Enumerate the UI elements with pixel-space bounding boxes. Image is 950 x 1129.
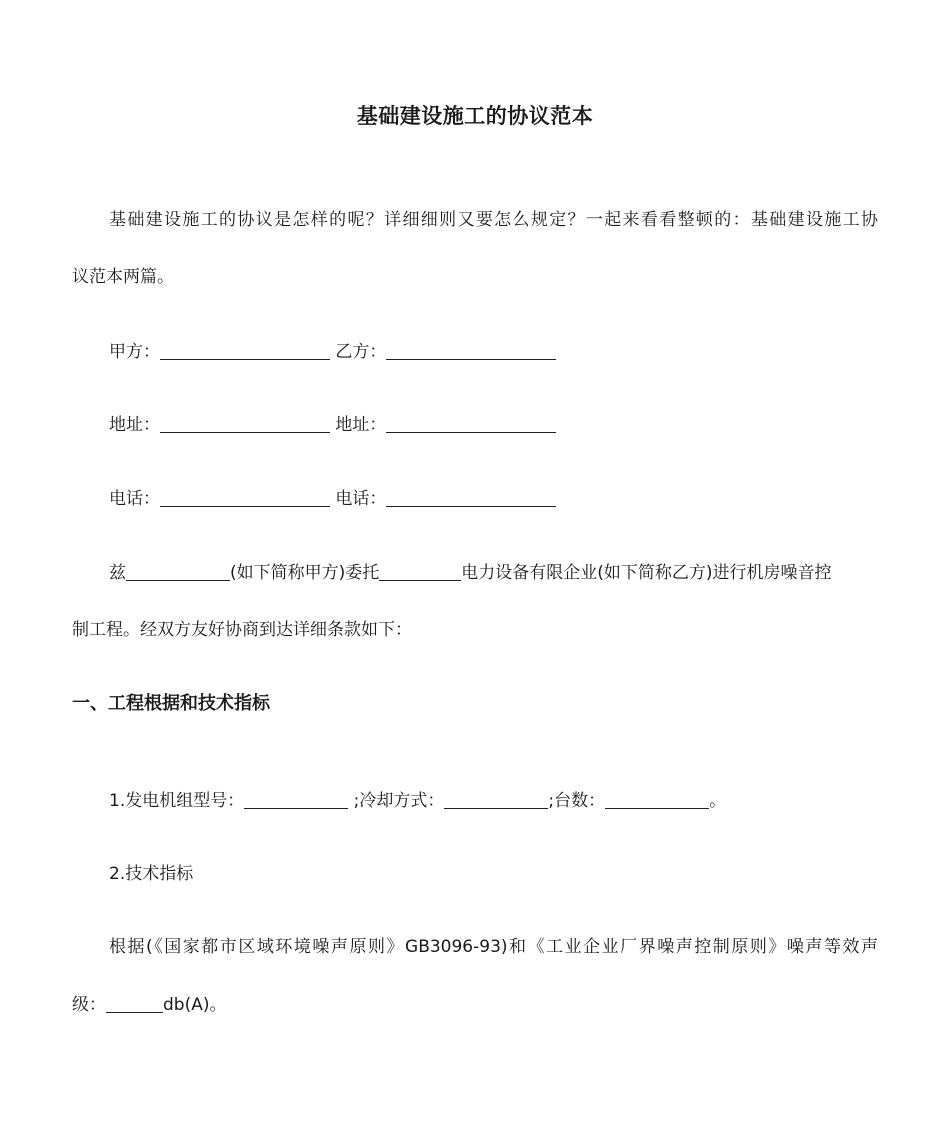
cooling-method-label: ;冷却方式： (348, 791, 445, 811)
period-mark: 。 (709, 791, 727, 811)
noise-level-blank[interactable] (106, 994, 163, 1013)
commission-text-1: 兹 (109, 563, 126, 583)
party-b-address-blank[interactable] (386, 414, 556, 433)
document-title: 基础建设施工的协议范本 (356, 104, 594, 128)
unit-count-blank[interactable] (605, 790, 709, 809)
basis-line-1: 根据(《国家都市区域环境噪声原则》GB3096-93)和《工业企业厂界噪声控制原则》噪声等效声 (109, 937, 878, 957)
commission-text-3: 电力设备有限企业(如下简称乙方)进行机房噪音控 (461, 563, 832, 583)
generator-model-blank[interactable] (244, 790, 348, 809)
party-b-blank[interactable] (386, 341, 556, 360)
technical-indicators-label: 2.技术指标 (109, 864, 194, 884)
party-row-name (109, 340, 556, 364)
unit-count-label: ;台数： (548, 791, 606, 811)
commission-text-2: (如下简称甲方)委托 (230, 563, 380, 583)
party-a-phone-blank[interactable] (160, 488, 330, 507)
section-heading: 一、工程根据和技术指标 (72, 693, 270, 714)
cooling-method-blank[interactable] (444, 790, 548, 809)
party-a-blank[interactable] (160, 341, 330, 360)
party-a-address-label: 地址： (109, 415, 160, 435)
noise-unit: db(A)。 (163, 995, 227, 1015)
noise-level-label: 级： (72, 995, 106, 1015)
party-a-phone-label: 电话： (109, 489, 160, 509)
intro-paragraph-line-2: 议范本两篇。 (72, 267, 174, 287)
basis-line-2 (72, 993, 226, 1017)
generator-spec-line (109, 789, 726, 813)
party-a-address-blank[interactable] (160, 414, 330, 433)
commission-line-2: 制工程。经双方友好协商到达详细条款如下： (72, 620, 412, 640)
party-b-phone-label: 电话： (335, 489, 387, 509)
party-row-phone (109, 487, 556, 511)
party-a-name-blank[interactable] (126, 562, 230, 581)
intro-paragraph-line-1: 基础建设施工的协议是怎样的呢？详细细则又要怎么规定？一起来看看整顿的：基础建设施工协 (109, 210, 878, 230)
party-b-label: 乙方： (335, 342, 387, 362)
party-b-phone-blank[interactable] (386, 488, 556, 507)
generator-model-label: 1.发电机组型号： (109, 791, 245, 811)
party-row-address (109, 413, 556, 437)
party-b-address-label: 地址： (335, 415, 387, 435)
party-a-label: 甲方： (109, 342, 160, 362)
commission-line-1 (109, 561, 832, 585)
company-name-blank[interactable] (379, 562, 461, 581)
